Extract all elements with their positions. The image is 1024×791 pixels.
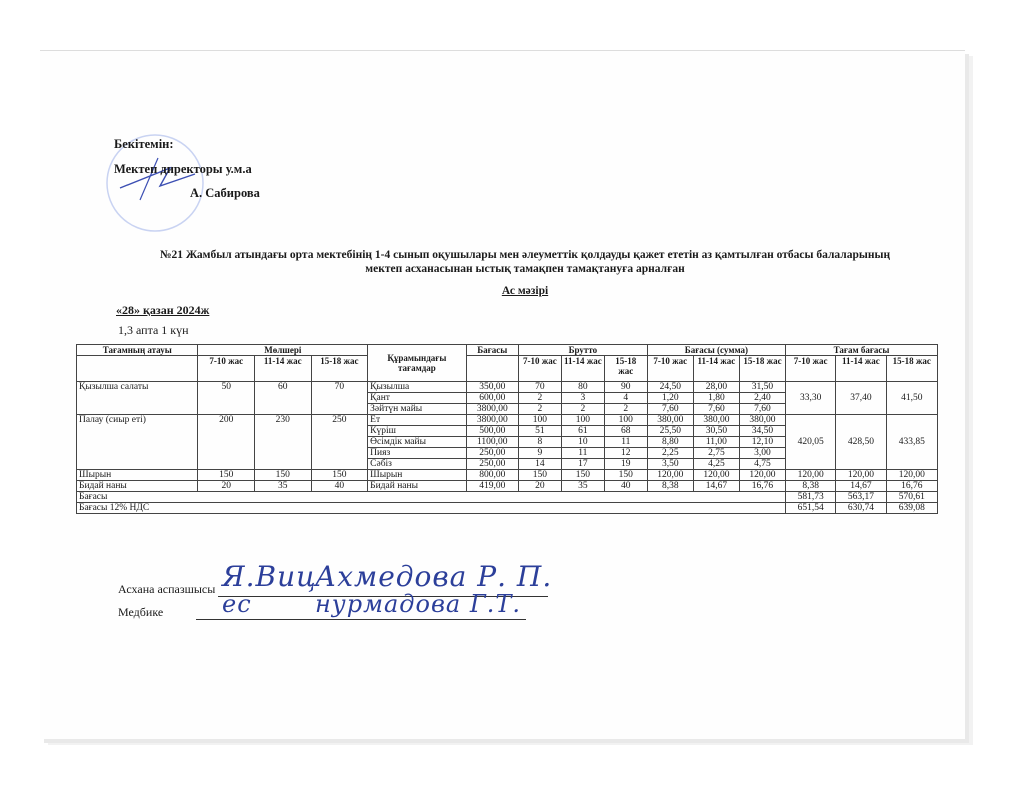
table-cell: 14,67 <box>693 481 739 492</box>
table-cell: Күріш <box>368 426 466 437</box>
heading-line1: №21 Жамбыл атындағы орта мектебінің 1-4 сынып оқушылары мен әлеуметтік қолдауды қажет ететін аз қамтылған отбасы балаларының <box>159 249 891 261</box>
table-cell: 8,38 <box>647 481 693 492</box>
total-value: 630,74 <box>836 503 886 514</box>
table-cell: 2,40 <box>739 393 785 404</box>
nurse-name: нурмадова Г.Т. <box>315 590 522 618</box>
table-cell: 10 <box>561 437 604 448</box>
gross-age-2: 11-14 жас <box>561 356 604 382</box>
table-cell: 2 <box>518 393 561 404</box>
table-cell: 33,30 <box>786 382 836 415</box>
table-cell: 120,00 <box>786 470 836 481</box>
table-row <box>77 382 938 393</box>
table-cell: 8 <box>518 437 561 448</box>
table-cell: 20 <box>198 481 255 492</box>
table-cell: 3 <box>561 393 604 404</box>
table-cell: 8,38 <box>786 481 836 492</box>
table-cell: 2,25 <box>647 448 693 459</box>
portion-age-1: 7-10 жас <box>198 356 255 382</box>
table-cell: 40 <box>311 481 368 492</box>
table-cell: Ет <box>368 415 466 426</box>
table-cell: 3,50 <box>647 459 693 470</box>
table-cell: 61 <box>561 426 604 437</box>
table-cell: Өсімдік майы <box>368 437 466 448</box>
menu-date: «28» қазан 2024ж <box>116 303 210 317</box>
table-cell: 150 <box>604 470 647 481</box>
total-value: 639,08 <box>886 503 937 514</box>
portion-age-2: 11-14 жас <box>255 356 312 382</box>
table-cell: 8,80 <box>647 437 693 448</box>
table-cell: 150 <box>255 470 312 481</box>
table-cell: 7,60 <box>647 404 693 415</box>
table-cell: 35 <box>561 481 604 492</box>
dish-price-age-1: 7-10 жас <box>786 356 836 382</box>
nurse-signature: ес <box>222 590 252 618</box>
table-cell: 20 <box>518 481 561 492</box>
table-cell: 90 <box>604 382 647 393</box>
cook-label: Асхана аспазшысы <box>118 582 216 596</box>
approval-title: Бекітемін: <box>114 137 174 151</box>
table-cell: 11,00 <box>693 437 739 448</box>
table-cell: 380,00 <box>647 415 693 426</box>
table-cell: 12,10 <box>739 437 785 448</box>
table-cell: 7,60 <box>693 404 739 415</box>
table-cell: 250,00 <box>466 448 518 459</box>
nurse-sign-line <box>196 619 526 620</box>
header-price: Бағасы <box>466 345 518 356</box>
table-cell: 433,85 <box>886 415 937 470</box>
table-cell: 120,00 <box>693 470 739 481</box>
table-cell: Шырын <box>77 470 198 481</box>
table-cell: 200 <box>198 415 255 470</box>
table-cell: 1,80 <box>693 393 739 404</box>
table-cell: 35 <box>255 481 312 492</box>
table-cell: 3,00 <box>739 448 785 459</box>
table-cell: 41,50 <box>886 382 937 415</box>
approval-name: А. Сабирова <box>190 186 260 200</box>
table-cell: 51 <box>518 426 561 437</box>
table-cell: 37,40 <box>836 382 886 415</box>
table-cell: 16,76 <box>886 481 937 492</box>
table-cell: Қызылша <box>368 382 466 393</box>
table-cell: 230 <box>255 415 312 470</box>
dish-price-age-3: 15-18 жас <box>886 356 937 382</box>
header-dish: Тағамның атауы <box>77 345 198 356</box>
heading-line2: мектеп асханасынан ыстық тамақпен тамақтануға арналған <box>365 263 685 275</box>
table-cell: Қант <box>368 393 466 404</box>
table-cell: 68 <box>604 426 647 437</box>
table-cell: Шырын <box>368 470 466 481</box>
table-cell: Бидай наны <box>77 481 198 492</box>
dish-price-age-2: 11-14 жас <box>836 356 886 382</box>
table-cell: 2 <box>561 404 604 415</box>
table-cell: 16,76 <box>739 481 785 492</box>
table-cell: 120,00 <box>647 470 693 481</box>
table-cell: 150 <box>518 470 561 481</box>
gross-age-3: 15-18 жас <box>604 356 647 382</box>
gross-age-1: 7-10 жас <box>518 356 561 382</box>
table-cell: 500,00 <box>466 426 518 437</box>
total-value: 563,17 <box>836 492 886 503</box>
table-cell: 11 <box>561 448 604 459</box>
header-dish-price: Тағам бағасы <box>786 345 938 356</box>
table-cell: 420,05 <box>786 415 836 470</box>
table-cell: 1,20 <box>647 393 693 404</box>
header-portion: Мөлшері <box>198 345 368 356</box>
table-cell: 419,00 <box>466 481 518 492</box>
table-cell: 30,50 <box>693 426 739 437</box>
table-row <box>77 470 938 481</box>
table-cell: 7,60 <box>739 404 785 415</box>
table-cell: Бидай наны <box>368 481 466 492</box>
table-cell: Сәбіз <box>368 459 466 470</box>
table-cell: 31,50 <box>739 382 785 393</box>
table-cell: 380,00 <box>739 415 785 426</box>
total-row <box>77 492 938 503</box>
table-cell: 17 <box>561 459 604 470</box>
table-cell: 800,00 <box>466 470 518 481</box>
table-cell: 120,00 <box>739 470 785 481</box>
table-cell: Қызылша салаты <box>77 382 198 415</box>
portion-age-3: 15-18 жас <box>311 356 368 382</box>
table-cell: 28,00 <box>693 382 739 393</box>
table-cell: 3800,00 <box>466 404 518 415</box>
header-sum: Бағасы (сумма) <box>647 345 785 356</box>
table-cell: 4,25 <box>693 459 739 470</box>
table-cell: 80 <box>561 382 604 393</box>
table-cell: 380,00 <box>693 415 739 426</box>
table-cell: 150 <box>311 470 368 481</box>
table-cell: 100 <box>604 415 647 426</box>
sum-age-2: 11-14 жас <box>693 356 739 382</box>
table-cell: 4,75 <box>739 459 785 470</box>
nurse-label: Медбике <box>118 605 164 619</box>
table-row <box>77 481 938 492</box>
cook-name: Ахмедова Р. П. <box>315 560 553 593</box>
sum-age-3: 15-18 жас <box>739 356 785 382</box>
table-cell: 428,50 <box>836 415 886 470</box>
table-cell: 4 <box>604 393 647 404</box>
table-cell: 60 <box>255 382 312 415</box>
table-cell: 50 <box>198 382 255 415</box>
table-cell: 1100,00 <box>466 437 518 448</box>
approval-position: Мектеп директоры у.м.а <box>114 162 252 176</box>
table-cell: 40 <box>604 481 647 492</box>
table-cell: 25,50 <box>647 426 693 437</box>
total-row <box>77 503 938 514</box>
table-row <box>77 415 938 426</box>
table-cell: 2 <box>518 404 561 415</box>
menu-table <box>76 344 938 514</box>
table-cell: 9 <box>518 448 561 459</box>
table-cell: 100 <box>561 415 604 426</box>
table-cell: 250 <box>311 415 368 470</box>
table-cell: 3800,00 <box>466 415 518 426</box>
table-cell: 120,00 <box>836 470 886 481</box>
table-cell: 34,50 <box>739 426 785 437</box>
table-cell: 150 <box>561 470 604 481</box>
table-cell: 19 <box>604 459 647 470</box>
table-cell: 2,75 <box>693 448 739 459</box>
total-value: 651,54 <box>786 503 836 514</box>
table-cell: 2 <box>604 404 647 415</box>
table-cell: 12 <box>604 448 647 459</box>
table-cell: Пияз <box>368 448 466 459</box>
table-cell: 14 <box>518 459 561 470</box>
total-value: 570,61 <box>886 492 937 503</box>
table-cell: 70 <box>518 382 561 393</box>
table-cell: 14,67 <box>836 481 886 492</box>
total-value: 581,73 <box>786 492 836 503</box>
table-cell: Зәйтүн майы <box>368 404 466 415</box>
sum-age-1: 7-10 жас <box>647 356 693 382</box>
table-cell: 100 <box>518 415 561 426</box>
table-cell: 150 <box>198 470 255 481</box>
week-day: 1,3 апта 1 күн <box>118 323 189 337</box>
table-cell: 250,00 <box>466 459 518 470</box>
table-cell: 70 <box>311 382 368 415</box>
table-cell: Палау (сиыр еті) <box>77 415 198 470</box>
table-cell: 24,50 <box>647 382 693 393</box>
cook-signature: Я.Виц <box>222 560 317 593</box>
total-label: Бағасы 12% НДС <box>77 503 786 514</box>
table-cell: 11 <box>604 437 647 448</box>
header-ingredients: Құрамындағы тағамдар <box>368 345 466 382</box>
total-label: Бағасы <box>77 492 786 503</box>
menu-title: Ас мәзірі <box>501 285 549 297</box>
table-cell: 600,00 <box>466 393 518 404</box>
header-gross: Брутто <box>518 345 647 356</box>
table-cell: 350,00 <box>466 382 518 393</box>
table-cell: 120,00 <box>886 470 937 481</box>
